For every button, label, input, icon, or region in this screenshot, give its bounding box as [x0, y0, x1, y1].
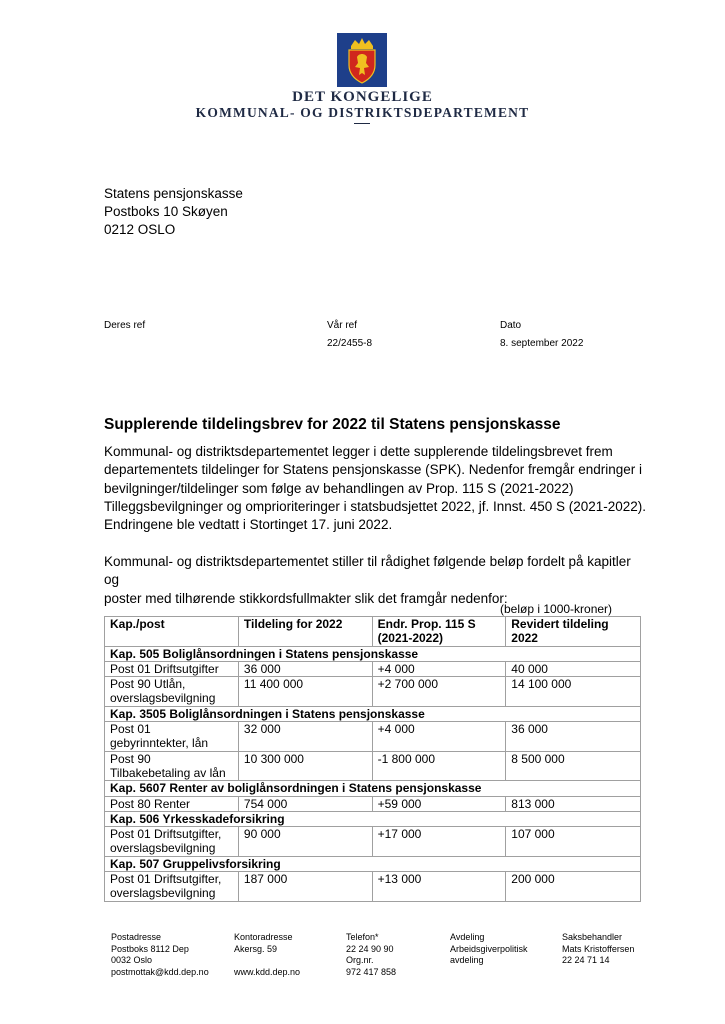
recipient-postcode: 0212 OSLO — [104, 222, 176, 237]
table-section-row: Kap. 3505 Boliglånsordningen i Statens pensjonskasse — [105, 706, 641, 721]
table-row: Post 01 gebyrinntekter, lån 32 000 +4 000 36 000 — [105, 722, 641, 752]
table-row: Post 01 Driftsutgifter 36 000 +4 000 40 000 — [105, 661, 641, 676]
footer-avdeling: Avdeling Arbeidsgiverpolitisk avdeling — [450, 932, 528, 965]
allocation-paragraph — [104, 553, 649, 608]
footer-saksbehandler: Saksbehandler Mats Kristoffersen 22 24 71 14 — [562, 932, 635, 965]
allocation-table — [104, 616, 641, 902]
var-ref-value: 22/2455-8 — [327, 338, 373, 349]
table-section-row: Kap. 505 Boliglånsordningen i Statens pensjonskasse — [105, 646, 641, 661]
table-section-row: Kap. 507 Gruppelivsforsikring — [105, 856, 641, 871]
norwegian-coat-of-arms-icon — [337, 33, 387, 87]
paragraph-line: Endringene ble vedtatt i Stortinget 17. juni 2022. — [104, 517, 393, 533]
table-row: Post 01 Driftsutgifter, overslagsbevilgning 187 000 +13 000 200 000 — [105, 872, 641, 902]
department-name-line1: DET KONGELIGE — [292, 89, 433, 105]
paragraph-line: bevilgninger/tildelinger som følge av behandlingen av Prop. 115 S (2021-2022) — [104, 480, 574, 496]
table-section-row: Kap. 506 Yrkesskadeforsikring — [105, 811, 641, 826]
table-row: Post 80 Renter 754 000 +59 000 813 000 — [105, 796, 641, 811]
footer-web-link[interactable]: www.kdd.dep.no — [234, 966, 301, 977]
footer-telefon: Telefon* 22 24 90 90 Org.nr. 972 417 858 — [346, 932, 397, 977]
dato-label: Dato — [500, 320, 522, 331]
deres-ref-label: Deres ref — [104, 320, 146, 331]
header-tildeling: Tildeling for 2022 — [238, 617, 372, 647]
header-kap-post: Kap./post — [105, 617, 239, 647]
table-section-row: Kap. 5607 Renter av boliglånsordningen i Statens pensjonskasse — [105, 781, 641, 796]
paragraph-line: Kommunal- og distriktsdepartementet legger i dette supplerende tildelingsbrevet frem — [104, 444, 613, 459]
table-row: Post 01 Driftsutgifter, overslagsbevilgning 90 000 +17 000 107 000 — [105, 827, 641, 857]
table-header-row — [105, 617, 641, 647]
letter-title: Supplerende tildelingsbrev for 2022 til Statens pensjonskasse — [104, 416, 561, 433]
amount-unit-note: (beløp i 1000-kroner) — [500, 602, 613, 616]
table-row: Post 90 Tilbakebetaling av lån 10 300 000 -1 800 000 8 500 000 — [105, 751, 641, 781]
header-revidert: Revidert tildeling 2022 — [506, 617, 641, 647]
header-divider — [354, 123, 370, 128]
footer-postadresse: Postadresse Postboks 8112 Dep 0032 Oslo postmottak@kdd.dep.no — [111, 932, 209, 977]
footer-kontoradresse: Kontoradresse Akersg. 59 www.kdd.dep.no — [234, 932, 301, 977]
paragraph-line: poster med tilhørende stikkordsfullmakter slik det framgår nedenfor: — [104, 590, 508, 606]
footer-email-link[interactable]: postmottak@kdd.dep.no — [111, 966, 209, 977]
header-endring: Endr. Prop. 115 S (2021-2022) — [372, 617, 506, 647]
department-name-line2: KOMMUNAL- OG DISTRIKTSDEPARTEMENT — [195, 105, 530, 120]
var-ref-label: Vår ref — [327, 320, 358, 331]
table-row: Post 90 Utlån, overslagsbevilgning 11 400 000 +2 700 000 14 100 000 — [105, 677, 641, 707]
paragraph-line: Tilleggsbevilgninger og omprioriteringer i statsbudsjettet 2022, jf. Innst. 450 S (2021-2022). — [104, 498, 647, 514]
recipient-street: Postboks 10 Skøyen — [104, 204, 228, 219]
paragraph-line: Kommunal- og distriktsdepartementet stiller til rådighet følgende beløp fordelt på kapitler og — [104, 554, 631, 588]
intro-paragraph — [104, 443, 649, 534]
paragraph-line: departementets tildelinger for Statens pensjonskasse (SPK). Nedenfor fremgår endringer i — [104, 462, 643, 478]
recipient-name: Statens pensjonskasse — [104, 186, 243, 201]
dato-value: 8. september 2022 — [500, 338, 584, 349]
